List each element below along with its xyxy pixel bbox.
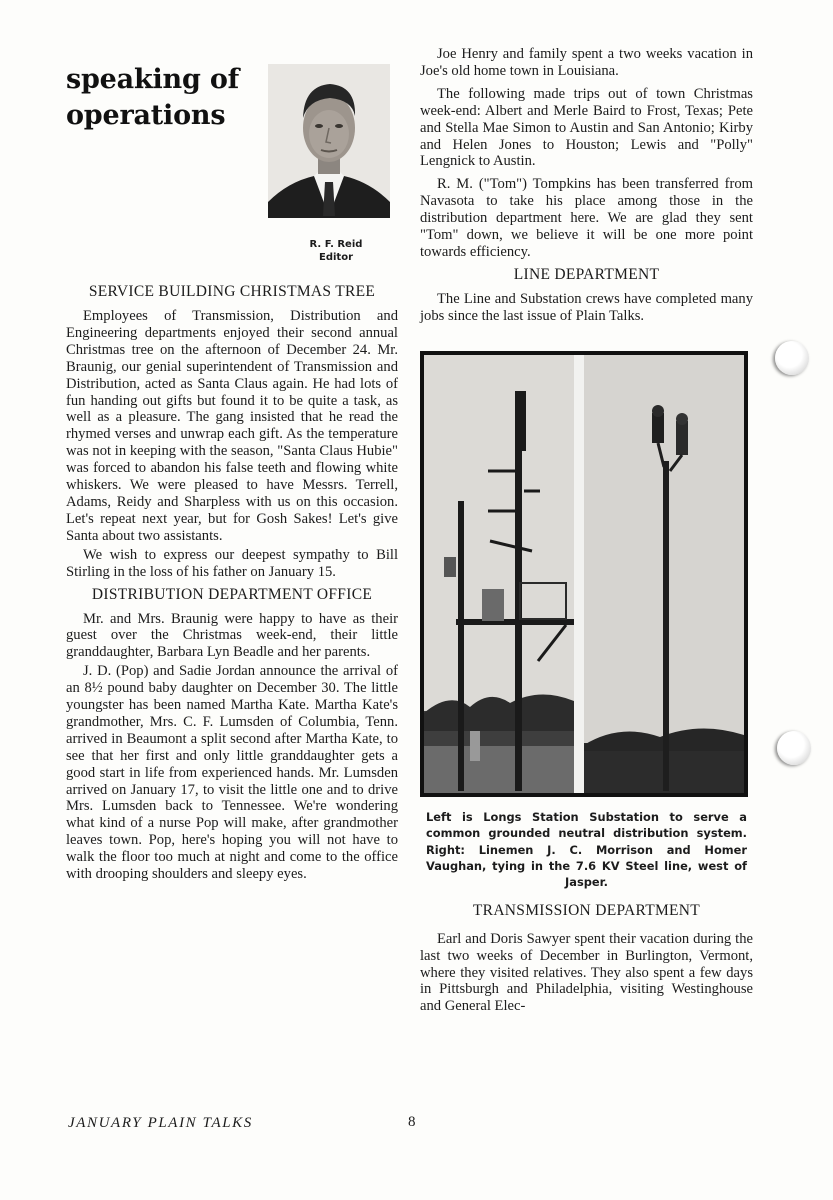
left-column xyxy=(66,58,398,885)
binder-hole xyxy=(777,731,811,765)
editor-caption xyxy=(268,238,404,264)
footer-publication: JANUARY PLAIN TALKS xyxy=(68,1115,253,1131)
page-number: 8 xyxy=(408,1114,416,1130)
column-title: speaking of operations xyxy=(66,64,240,131)
editor-name: R. F. Reid xyxy=(309,239,363,250)
heading-transmission-department: TRANSMISSION DEPARTMENT xyxy=(472,901,701,919)
binder-hole xyxy=(775,341,809,375)
substation-photo xyxy=(420,351,748,797)
heading-line-department: LINE DEPARTMENT xyxy=(513,265,660,283)
right-column xyxy=(420,46,753,1017)
paragraph: We wish to express our deepest sympathy to Bill Stirling in the loss of his father on January 15. xyxy=(66,546,398,580)
heading-distribution-office: DISTRIBUTION DEPARTMENT OFFICE xyxy=(91,585,373,603)
paragraph: Employees of Transmission, Distribution and Engineering departments enjoyed their second annual Christmas tree on the afternoon of December 24. Mr. Braunig, our genial superintendent of Transmission and Distribution, acted as Santa Claus again. He had lots of fun handing out gifts but found it to be quite a task, as well as a pleasure. The gang insisted that he read the rhymed verses and unwrap each gift. As the temperature was not in keeping with the season, "Santa Claus Hubie" was forced to abandon his false teeth and flowing white whiskers. We were pleased to have Messrs. Terrell, Adams, Reidy and Sharpless with us on this occasion. Let's repeat next year, but for Gosh Sakes! Let's give Santa about two assistants. xyxy=(66,308,398,544)
paragraph: R. M. ("Tom") Tompkins has been transferred from Navasota to take his place among those in the distribution department here. We are glad they sent "Tom" down, we believe it will be one more point towards efficiency. xyxy=(420,176,753,260)
editor-portrait xyxy=(268,64,390,218)
paragraph: J. D. (Pop) and Sadie Jordan announce the arrival of an 8½ pound baby daughter on December 30. The little youngster has been named Martha Kate. Martha Kate's grandmother, Mrs. C. F. Lumsden of Columbia, Tenn. arrived in Beaumont a split second after Martha Kate, to see that her first and only little granddaughter gets a good start in life from experienced hands. Mr. Lumsden arrived on January 17, to visit the little one and to drive Mrs. Lumsden back to Tennessee. We're wondering what kind of a nurse Pop will make, after grandmother leaves town. Pop, here's hoping you will not have to walk the floor too much at night and come to the office with drooping shoulders and sleepy eyes. xyxy=(66,663,398,883)
photo-caption: Left is Longs Station Substation to serve a common grounded neutral distribution system. Right: Linemen J. C. Morrison and Homer Vaughan, tying in the 7.6 KV Steel line, west of Jasper. xyxy=(426,809,747,890)
editor-role: Editor xyxy=(319,252,353,263)
paragraph: The following made trips out of town Christmas week-end: Albert and Merle Baird to Frost, Texas; Pete and Stella Mae Simon to Austin and San Antonio; Kirby and Helen Jones to Houston; Lewis and "Polly" Lengnick to Austin. xyxy=(420,85,753,170)
paragraph: The Line and Substation crews have completed many jobs since the last issue of Plain Talks. xyxy=(420,290,753,324)
paragraph: Joe Henry and family spent a two weeks vacation in Joe's old home town in Louisiana. xyxy=(420,46,753,79)
masthead xyxy=(66,58,398,284)
paragraph: Earl and Doris Sawyer spent their vacation during the last two weeks of December in Burlington, Vermont, where they visited relatives. They also spent a few days in Pittsburgh and Philadelphia, visiting Westinghouse and General Elec- xyxy=(420,930,753,1015)
paragraph: Mr. and Mrs. Braunig were happy to have as their guest over the Christmas week-end, their little granddaughter, Barbara Lyn Beadle and her parents. xyxy=(66,610,398,661)
heading-christmas-tree: SERVICE BUILDING CHRISTMAS TREE xyxy=(88,283,376,300)
